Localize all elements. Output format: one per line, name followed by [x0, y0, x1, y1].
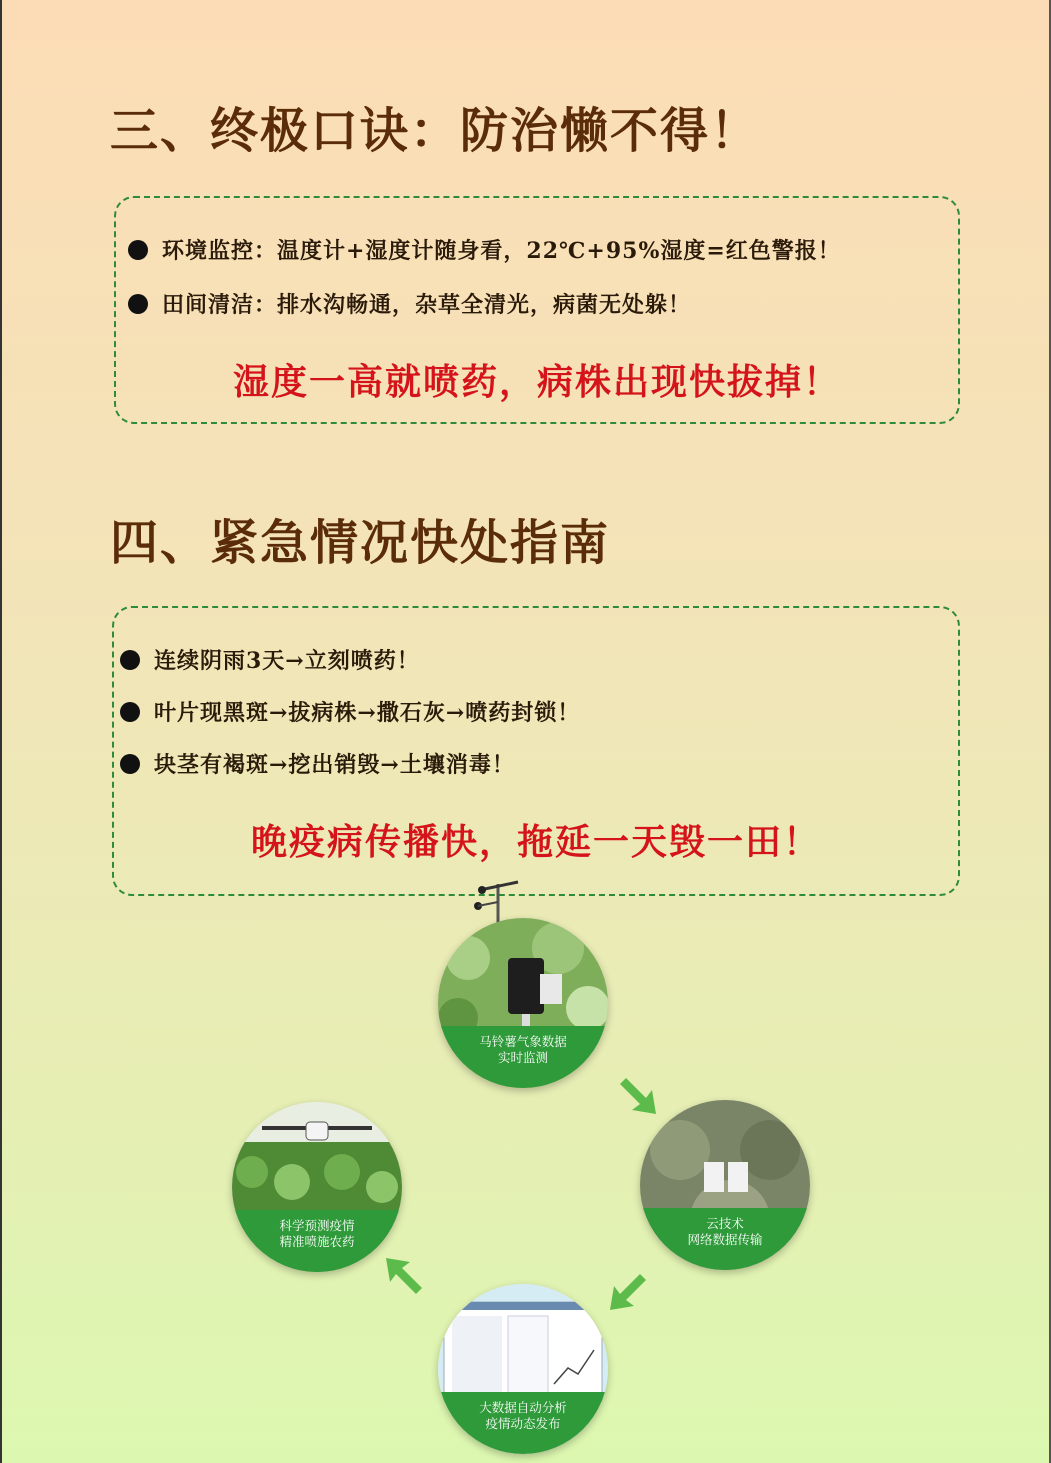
- caption: 云技术 网络数据传输: [640, 1208, 810, 1270]
- list-item-text: 环境监控：温度计+湿度计随身看，22℃+95%湿度=红色警报！: [162, 238, 841, 264]
- cycle-analysis-circle: [438, 1284, 608, 1454]
- bullet-icon: [120, 754, 140, 774]
- list-item-text: 田间清洁：排水沟畅通，杂草全清光，病菌无处躲！: [162, 292, 692, 318]
- section4-heading: 四、紧急情况快处指南: [110, 515, 611, 571]
- list-item: [120, 696, 580, 727]
- section4-box: [112, 606, 960, 896]
- list-item: [128, 288, 691, 319]
- arrow-down-left-icon: [606, 1270, 650, 1314]
- cycle-monitoring-circle: [438, 918, 608, 1088]
- caption: 科学预测疫情 精准喷施农药: [232, 1210, 402, 1272]
- list-item: [128, 234, 841, 265]
- bullet-icon: [128, 240, 148, 260]
- cycle-cloud-circle: [640, 1100, 810, 1270]
- bullet-icon: [120, 702, 140, 722]
- list-item: [120, 748, 515, 779]
- list-item-text: 块茎有褐斑→挖出销毁→土壤消毒！: [154, 752, 515, 778]
- list-item: [120, 644, 420, 675]
- section3-slogan: 湿度一高就喷药，病株出现快拔掉！: [232, 361, 841, 403]
- list-item-text: 叶片现黑斑→拔病株→撒石灰→喷药封锁！: [154, 700, 581, 726]
- bullet-icon: [128, 294, 148, 314]
- cycle-spraying-circle: [232, 1102, 402, 1272]
- section3-box: [114, 196, 960, 424]
- section4-slogan: 晚疫病传播快，拖延一天毁一田！: [250, 821, 821, 863]
- arrow-down-right-icon: [616, 1074, 660, 1118]
- bullet-icon: [120, 650, 140, 670]
- list-item-text: 连续阴雨3天→立刻喷药！: [154, 648, 420, 674]
- arrow-up-left-icon: [382, 1254, 426, 1298]
- section3-heading: 三、终极口诀：防治懒不得！: [110, 103, 761, 159]
- caption: 马铃薯气象数据 实时监测: [438, 1026, 608, 1088]
- caption: 大数据自动分析 疫情动态发布: [438, 1392, 608, 1454]
